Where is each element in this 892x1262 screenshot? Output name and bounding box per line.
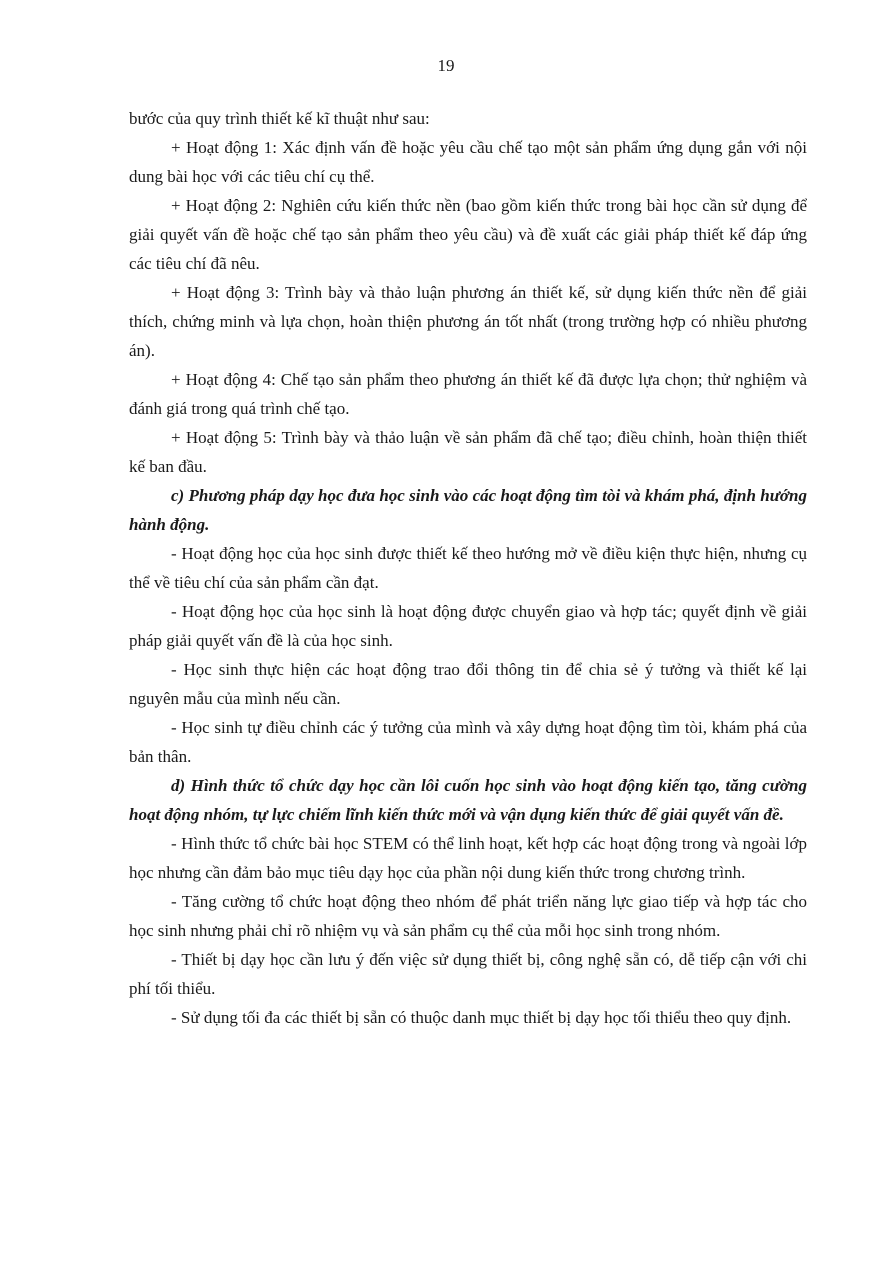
body-paragraph: - Học sinh thực hiện các hoạt động trao đổi thông tin để chia sẻ ý tưởng và thiết kế lại nguyên mẫu của mình nếu cần. (129, 660, 807, 708)
section-heading-paragraph: d) Hình thức tổ chức dạy học cần lôi cuốn học sinh vào hoạt động kiến tạo, tăng cường hoạt động nhóm, tự lực chiếm lĩnh kiến thức mới và vận dụng kiến thức để giải quyết vấn đề. (129, 776, 807, 824)
body-paragraph: - Hoạt động học của học sinh được thiết kế theo hướng mở về điều kiện thực hiện, nhưng cụ thể về tiêu chí của sản phẩm cần đạt. (129, 544, 807, 592)
body-paragraph: + Hoạt động 2: Nghiên cứu kiến thức nền (bao gồm kiến thức trong bài học cần sử dụng để giải quyết vấn đề hoặc chế tạo sản phẩm theo yêu cầu) và đề xuất các giải pháp thiết kế đáp ứng các tiêu chí đã nêu. (129, 196, 807, 273)
body-paragraph: - Thiết bị dạy học cần lưu ý đến việc sử dụng thiết bị, công nghệ sẵn có, dễ tiếp cận với chi phí tối thiểu. (129, 950, 807, 998)
body-paragraph: + Hoạt động 1: Xác định vấn đề hoặc yêu cầu chế tạo một sản phẩm ứng dụng gắn với nội dung bài học với các tiêu chí cụ thể. (129, 138, 807, 186)
body-paragraph: - Hình thức tổ chức bài học STEM có thể linh hoạt, kết hợp các hoạt động trong và ngoài lớp học nhưng cần đảm bảo mục tiêu dạy học của phần nội dung kiến thức trong chương trình. (129, 834, 807, 882)
body-paragraph: bước của quy trình thiết kế kĩ thuật như sau: (129, 109, 430, 128)
body-paragraph: - Tăng cường tổ chức hoạt động theo nhóm để phát triển năng lực giao tiếp và hợp tác cho học sinh nhưng phải chỉ rõ nhiệm vụ và sản phẩm cụ thể của mỗi học sinh trong nhóm. (129, 892, 807, 940)
body-paragraph: + Hoạt động 4: Chế tạo sản phẩm theo phương án thiết kế đã được lựa chọn; thử nghiệm và đánh giá trong quá trình chế tạo. (129, 370, 807, 418)
page-number: 19 (437, 56, 455, 75)
body-paragraph: - Học sinh tự điều chỉnh các ý tưởng của mình và xây dựng hoạt động tìm tòi, khám phá của bản thân. (129, 718, 807, 766)
body-paragraph: + Hoạt động 5: Trình bày và thảo luận về sản phẩm đã chế tạo; điều chỉnh, hoàn thiện thiết kế ban đầu. (129, 428, 807, 476)
body-paragraph: + Hoạt động 3: Trình bày và thảo luận phương án thiết kế, sử dụng kiến thức nền để giải thích, chứng minh và lựa chọn, hoàn thiện phương án tốt nhất (trong trường hợp có nhiều phương án). (129, 283, 807, 360)
body-paragraph: - Sử dụng tối đa các thiết bị sẵn có thuộc danh mục thiết bị dạy học tối thiểu theo quy định. (171, 1008, 792, 1027)
section-heading-paragraph: c) Phương pháp dạy học đưa học sinh vào các hoạt động tìm tòi và khám phá, định hướng hành động. (129, 486, 807, 534)
body-paragraph: - Hoạt động học của học sinh là hoạt động được chuyển giao và hợp tác; quyết định về giải pháp giải quyết vấn đề là của học sinh. (129, 602, 807, 650)
body-text (129, 104, 807, 1032)
